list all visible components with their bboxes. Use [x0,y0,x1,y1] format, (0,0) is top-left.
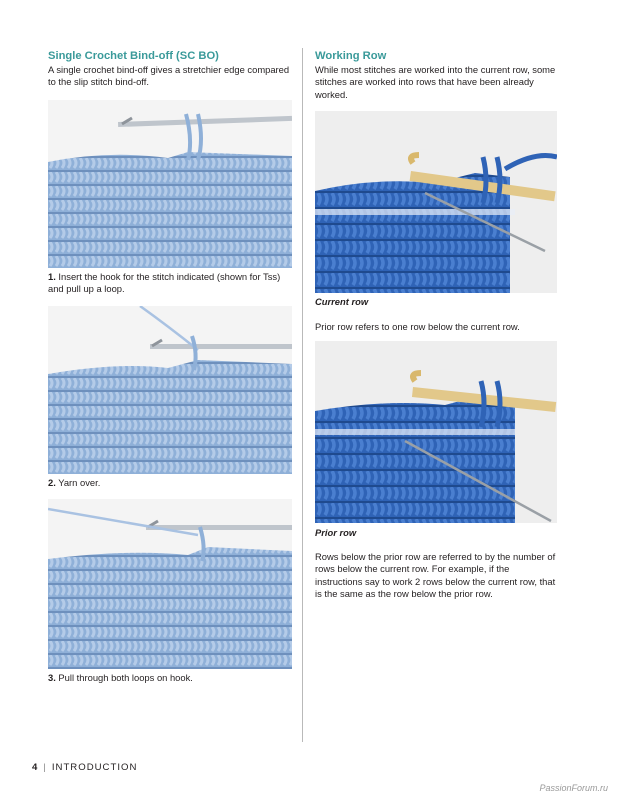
prior-row-definition: Prior row refers to one row below the current row. [315,321,520,332]
section-name: INTRODUCTION [51,762,138,773]
working-row-intro: While most stitches are worked into the current row, some stitches are worked into rows that have been already worked. [315,64,556,100]
photo-prior-row [315,341,557,523]
step-1-caption: 1. Insert the hook for the stitch indicated (shown for Tss) and pull up a loop. [48,271,281,295]
photo-current-row [315,111,557,293]
section-title-working-row: Working Row [315,50,387,62]
watermark: PassionForum.ru [539,783,608,793]
sc-bo-intro: A single crochet bind-off gives a stretchier edge compared to the slip stitch bind-off. [48,64,290,88]
footer-separator: | [43,762,47,773]
photo-step-3 [48,499,292,669]
rows-below-explanation: Rows below the prior row are referred to by the number of rows below the current row. For example, if the instructions say to work 2 rows below the current row, that is the same as the row below the prior row. [315,551,556,600]
step-2-caption: 2. Yarn over. [48,477,101,488]
column-divider [302,48,303,742]
caption-prior-row: Prior row [315,527,357,538]
photo-step-1 [48,100,292,268]
step-3-caption: 3. Pull through both loops on hook. [48,672,193,683]
photo-step-2 [48,306,292,474]
page-number: 4 [32,762,39,773]
page-footer [32,762,137,773]
caption-current-row: Current row [315,296,369,307]
section-title-sc-bo: Single Crochet Bind-off (SC BO) [48,50,219,62]
